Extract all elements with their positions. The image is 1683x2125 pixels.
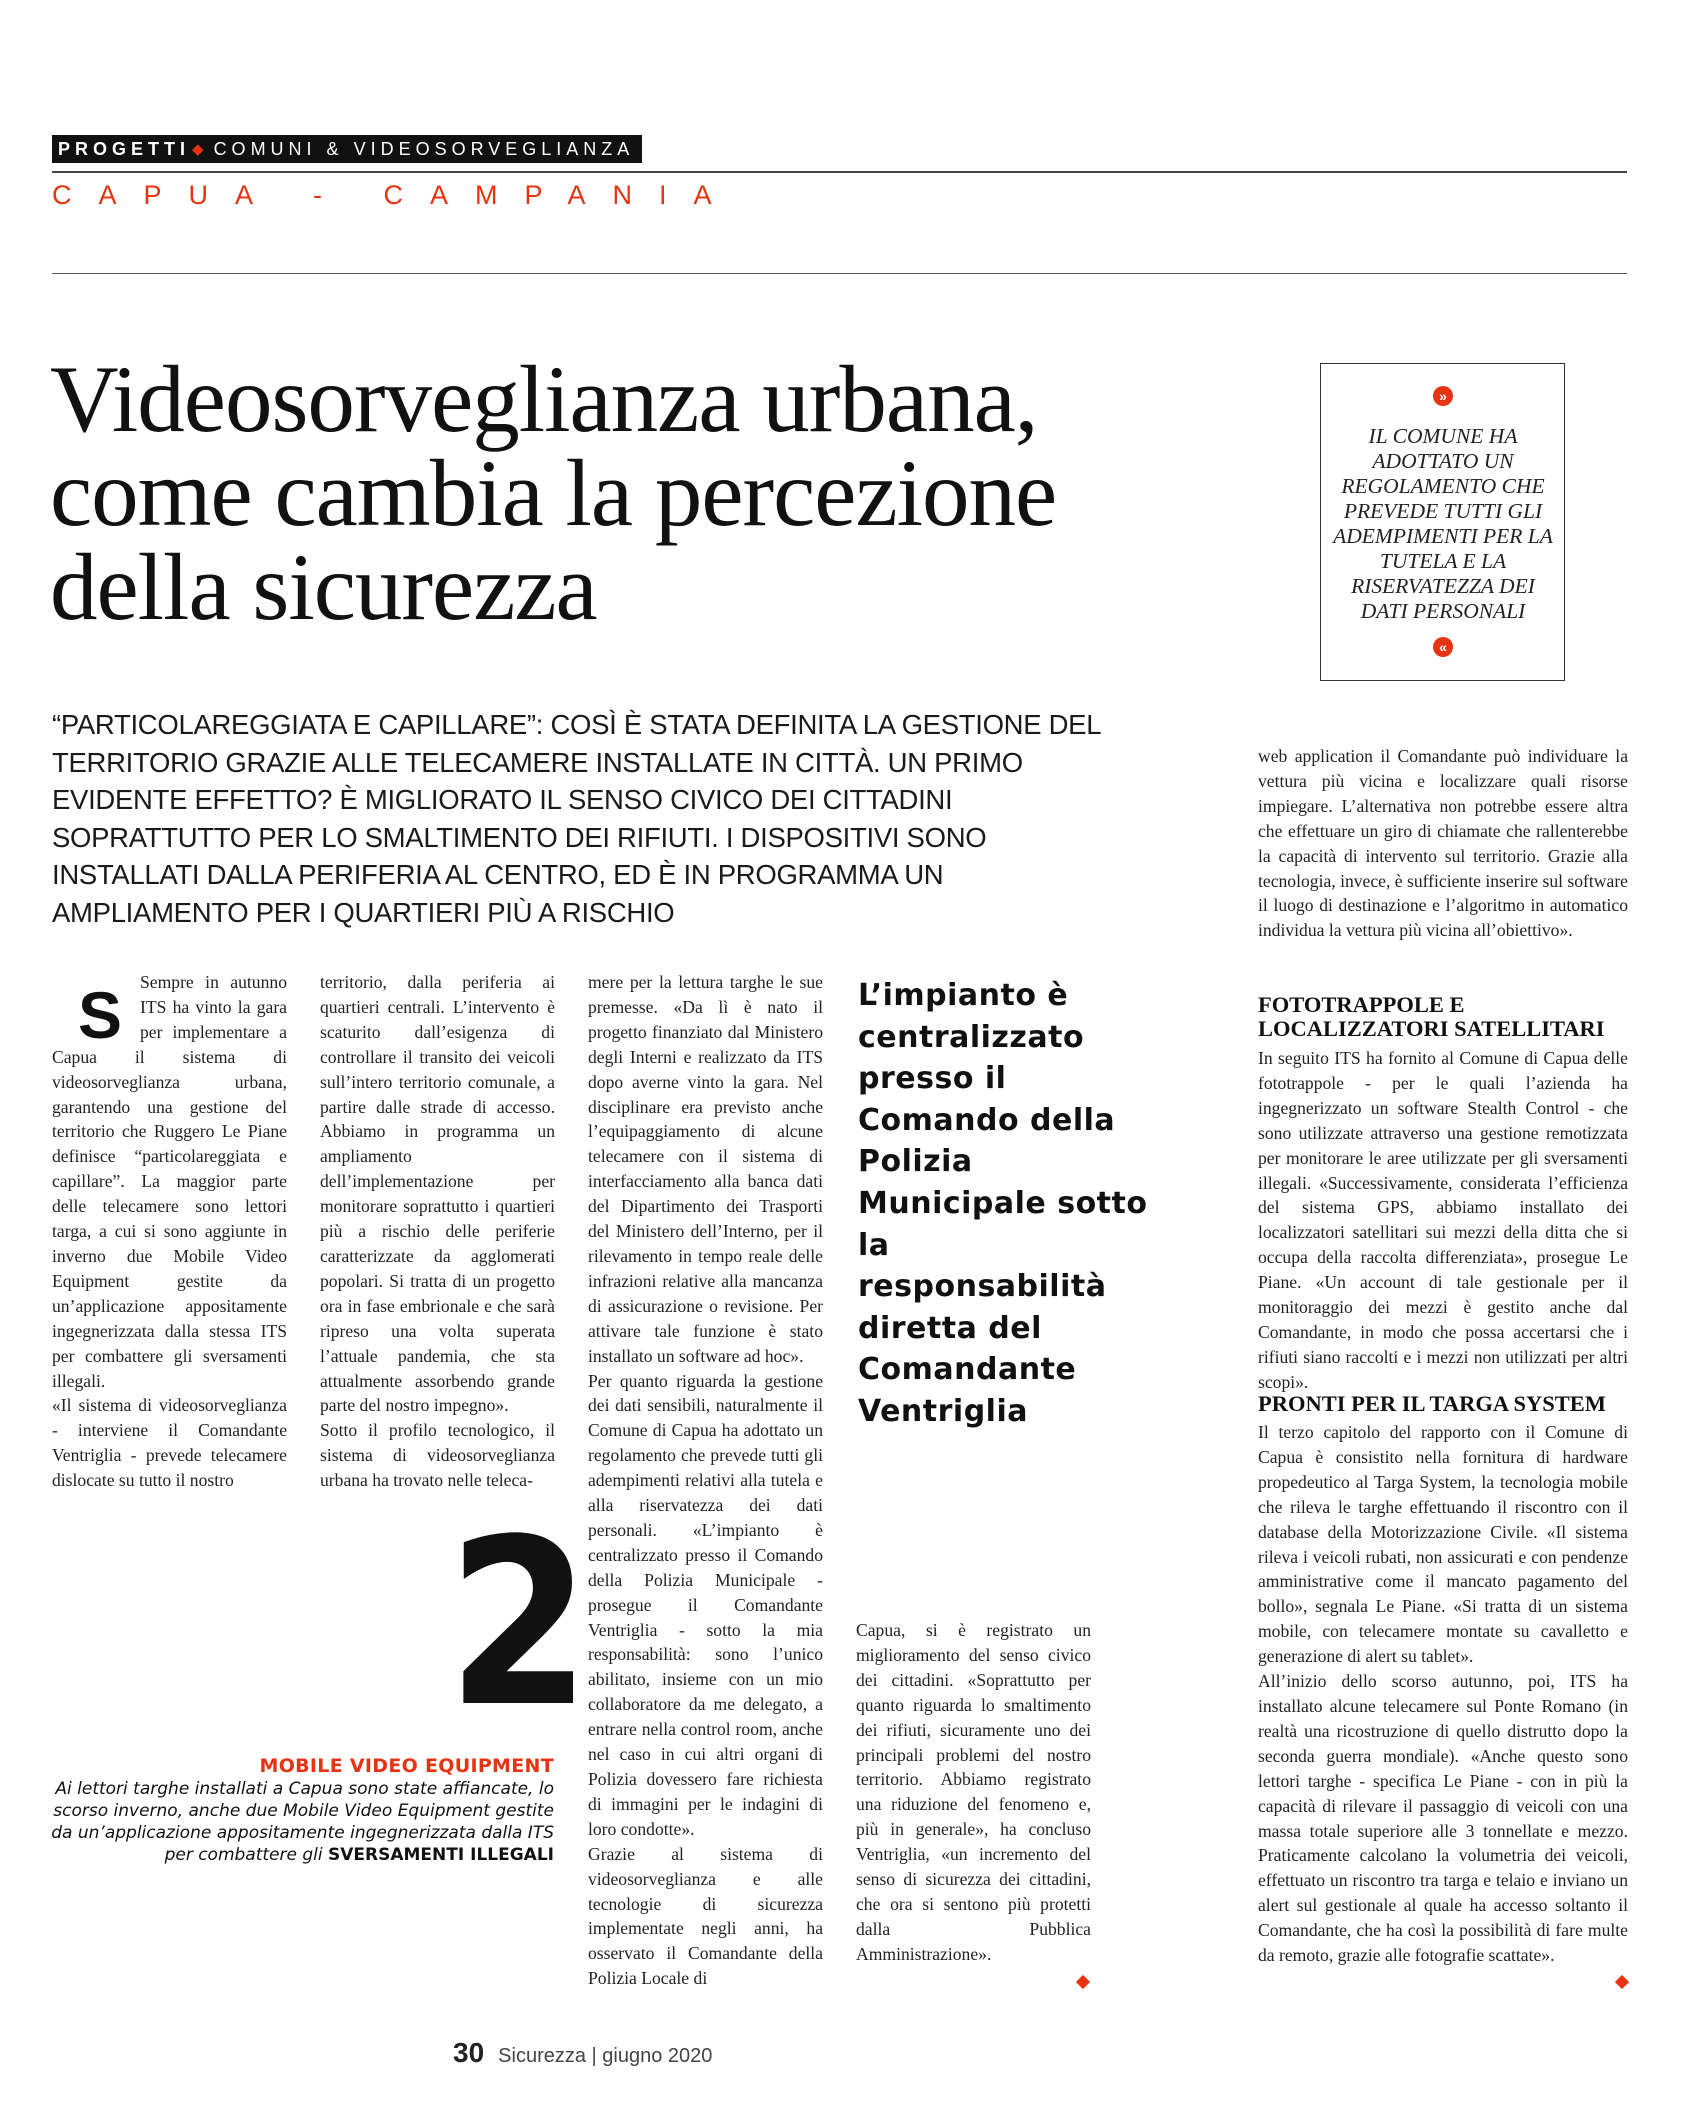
- body-paragraph: Sotto il profilo tecnologico, il sistema di videosorveglianza urbana ha trovato nelle teleca-: [320, 1420, 555, 1491]
- body-paragraph: mere per la lettura targhe le sue premesse. «Da lì è nato il progetto finanziato dal Ministero degli Interni e realizzato da ITS dopo averne vinto la gara. Nel disciplinare era previsto anche l’equipaggiamento di alcune telecamere con il sistema di interfacciamento alla banca dati del Dipartimento dei Trasporti del Ministero dell’Interno, per il rilevamento in tempo reale delle infrazioni relative alla mancanza di assicurazione o revisione. Per attivare tale funzione è stato installato un software ad hoc».: [588, 972, 823, 1366]
- body-paragraph: In seguito ITS ha fornito al Comune di Capua delle fototrappole - per le quali l’azienda ha ingegnerizzato un software Stealth Control - che sono utilizzate attraverso una gestione remotizzata per monitorare le aree utilizzate per gli sversamenti illegali. «Successivamente, considerata l’efficienza del sistema GPS, abbiamo installato dei localizzatori satellitari sui mezzi della ditta che si occupa della raccolta differenziata», prosegue Le Piane. «Un account di tale gestionale per il monitoraggio dei mezzi è gestito anche dal Comandante, in modo che possa accertarsi che i rifiuti siano raccolti e i mezzi non utilizzati per altri scopi».: [1258, 1048, 1628, 1392]
- body-column-2: [320, 970, 555, 1493]
- body-column-5: [1258, 744, 1628, 943]
- body-paragraph: «Il sistema di videosorveglianza - interviene il Comandante Ventriglia - prevede telecamere dislocate su tutto il nostro: [52, 1395, 287, 1491]
- body-paragraph: territorio, dalla periferia ai quartieri centrali. L’intervento è scaturito dall’esigenza di controllare il transito dei veicoli sull’intero territorio comunale, a partire dalle strade di accesso. Abbiamo in programma un ampliamento dell’implementazione per monitorare soprattutto i quartieri più a rischio delle periferie caratterizzate da agglomerati popolari. Si tratta di un progetto ora in fase embrionale e che sarà ripreso una volta superata l’attuale pandemia, che sta attualmente assorbendo grande parte del nostro impegno».: [320, 972, 555, 1416]
- location-label: CAPUA - CAMPANIA: [52, 180, 739, 210]
- callout-body: Ai lettori targhe installati a Capua sono state affiancate, lo scorso inverno, anche due Mobile Video Equipment gestite da un’applicazione appositamente ingegnerizzata dalla ITS per combattere gli: [51, 1779, 554, 1865]
- highlight-quote: L’impianto è centralizzato presso il Comando della Polizia Municipale sotto la responsabilità diretta del Comandante Ventriglia: [858, 978, 1148, 1429]
- page-footer: [453, 2037, 712, 2069]
- article-headline: Videosorveglianza urbana, come cambia la percezione della sicurezza: [50, 346, 1057, 640]
- dropcap-wrap-text: Sempre in autunno ITS ha vinto la gara per implementare a Capua il sistema di videosorveglianza urbana, garantendo una gestione del territorio che Ruggero Le Piane definisce “particolareggiata e capillare”. La maggior parte delle telecamere sono lettori targa, a cui si sono aggiunte in inverno due Mobile Video Equipment gestite da un’applicazione appositamente ingegnerizzata dalla stessa ITS per combattere gli sversamenti illegali.: [52, 972, 287, 1391]
- callout-number: 2: [447, 1491, 592, 1758]
- section-subheading: PRONTI PER IL TARGA SYSTEM: [1258, 1391, 1606, 1416]
- callout-emphasis: SVERSAMENTI ILLEGALI: [328, 1845, 554, 1865]
- body-paragraph: Per quanto riguarda la gestione dei dati sensibili, naturalmente il Comune di Capua ha adottato un regolamento che prevede tutti gli adempimenti relativi alla tutela e alla riservatezza dei dati personali. «L’impianto è centralizzato presso il Comando della Polizia Municipale - prosegue il Comandante Ventriglia - sotto la mia responsabilità: sono l’unico abilitato, insieme con un mio collaboratore da me delegato, a entrare nella control room, anche nel caso in cui altri organi di Polizia dovessero fare richiesta di immagini per le indagini di loro condotte».: [588, 1370, 823, 1839]
- pull-quote-text: IL COMUNE HA ADOTTATO UN REGOLAMENTO CHE PREVEDE TUTTI GLI ADEMPIMENTI PER LA TUTELA E LA RISERVATEZZA DEI DATI PERSONALI: [1333, 424, 1553, 623]
- subsection-label: COMUNI & VIDEOSORVEGLIANZA: [213, 138, 635, 159]
- section-kicker: [52, 135, 642, 163]
- diamond-icon: [1615, 1975, 1629, 1989]
- body-column-3: [588, 970, 823, 1991]
- body-paragraph: All’inizio dello scorso autunno, poi, ITS ha installato alcune telecamere sul Ponte Romano (in realtà una ricostruzione di quello distrutto dopo la seconda guerra mondiale). «Anche questo sono lettori targhe - specifica Le Piane - con in più la capacità di rilevare il passaggio di veicoli con una massa totale superiore alle 3 tonnellate e mezzo. Praticamente calcolano la volumetria dei veicoli, effettuato un riscontro tra targa e telaio e inviano un alert sul gestionale al quale ha accesso soltanto il Comandante, che ha così la possibilità di fare multe da remoto, grazie alle fotografie scattate».: [1258, 1671, 1628, 1966]
- body-paragraph: [52, 970, 287, 1393]
- body-paragraph: Il terzo capitolo del rapporto con il Comune di Capua è consistito nella fornitura di hardware propedeutico al Targa System, la tecnologia mobile che rileva le targhe effettuando il riscontro con il database della Motorizzazione Civile. «Il sistema rileva i veicoli rubati, non assicurati e con pendenze amministrative come il mancato pagamento del bollo», segnala Le Piane. «Si tratta di un sistema mobile, con telecamere montate su cavalletto e generazione di alert su tablet».: [1258, 1422, 1628, 1667]
- body-paragraph: web application il Comandante può individuare la vettura più vicina e localizzare quali risorse impiegare. L’alternativa non potrebbe essere altra che effettuare un giro di chiamate che rallenterebbe la capacità di intervento sul territorio. Grazie alla tecnologia, invece, è sufficiente inserire sul software il luogo di destinazione e l’algoritmo in automatico individua la vettura più vicina all’obiettivo».: [1258, 746, 1628, 941]
- diamond-icon: [1076, 1975, 1090, 1989]
- body-column-1: [52, 970, 287, 1493]
- body-column-5-part-3: [1258, 1420, 1628, 1968]
- body-paragraph: Capua, si è registrato un miglioramento del senso civico dei cittadini. «Soprattutto per quanto riguarda lo smaltimento dei rifiuti, sicuramente uno dei principali problemi del nostro territorio. Abbiamo registrato una riduzione del fenomeno e, più in generale», ha concluso Ventriglia, «un incremento del senso di sicurezza dei cittadini, che ora si sentono più protetti dalla Pubblica Amministrazione».: [856, 1620, 1091, 1964]
- body-column-5-part-2: [1258, 1046, 1628, 1395]
- section-subheading: FOTOTRAPPOLE E LOCALIZZATORI SATELLITARI: [1258, 992, 1605, 1041]
- page-number: 30: [453, 2037, 485, 2068]
- section-label: PROGETTI: [58, 138, 191, 159]
- body-column-4: [856, 1618, 1091, 1967]
- header-rule: [52, 171, 1627, 173]
- diamond-icon: ◆: [192, 141, 204, 158]
- dropcap-spacer: [52, 970, 140, 1042]
- drop-cap: S: [78, 978, 123, 1052]
- header-rule-secondary: [52, 273, 1627, 274]
- double-chevron-right-icon: »: [1433, 386, 1453, 406]
- publication-info: Sicurezza | giugno 2020: [498, 2045, 713, 2067]
- double-chevron-left-icon: «: [1433, 637, 1453, 657]
- pull-quote-box: [1320, 363, 1565, 681]
- article-standfirst: “PARTICOLAREGGIATA E CAPILLARE”: COSÌ È STATA DEFINITA LA GESTIONE DEL TERRITORIO GRAZIE ALLE TELECAMERE INSTALLATE IN CITTÀ. UN PRIMO EVIDENTE EFFETTO? È MIGLIORATO IL SENSO CIVICO DEI CITTADINI SOPRATTUTTO PER LO SMALTIMENTO DEI RIFIUTI. I DISPOSITIVI SONO INSTALLATI DALLA PERIFERIA AL CENTRO, ED È IN PROGRAMMA UN AMPLIAMENTO PER I QUARTIERI PIÙ A RISCHIO: [52, 709, 1101, 928]
- body-paragraph: Grazie al sistema di videosorveglianza e alle tecnologie di sicurezza implementate negli anni, ha osservato il Comandante della Polizia Locale di: [588, 1843, 823, 1989]
- callout-title: MOBILE VIDEO EQUIPMENT: [259, 1755, 554, 1777]
- callout-text: [40, 1778, 554, 1866]
